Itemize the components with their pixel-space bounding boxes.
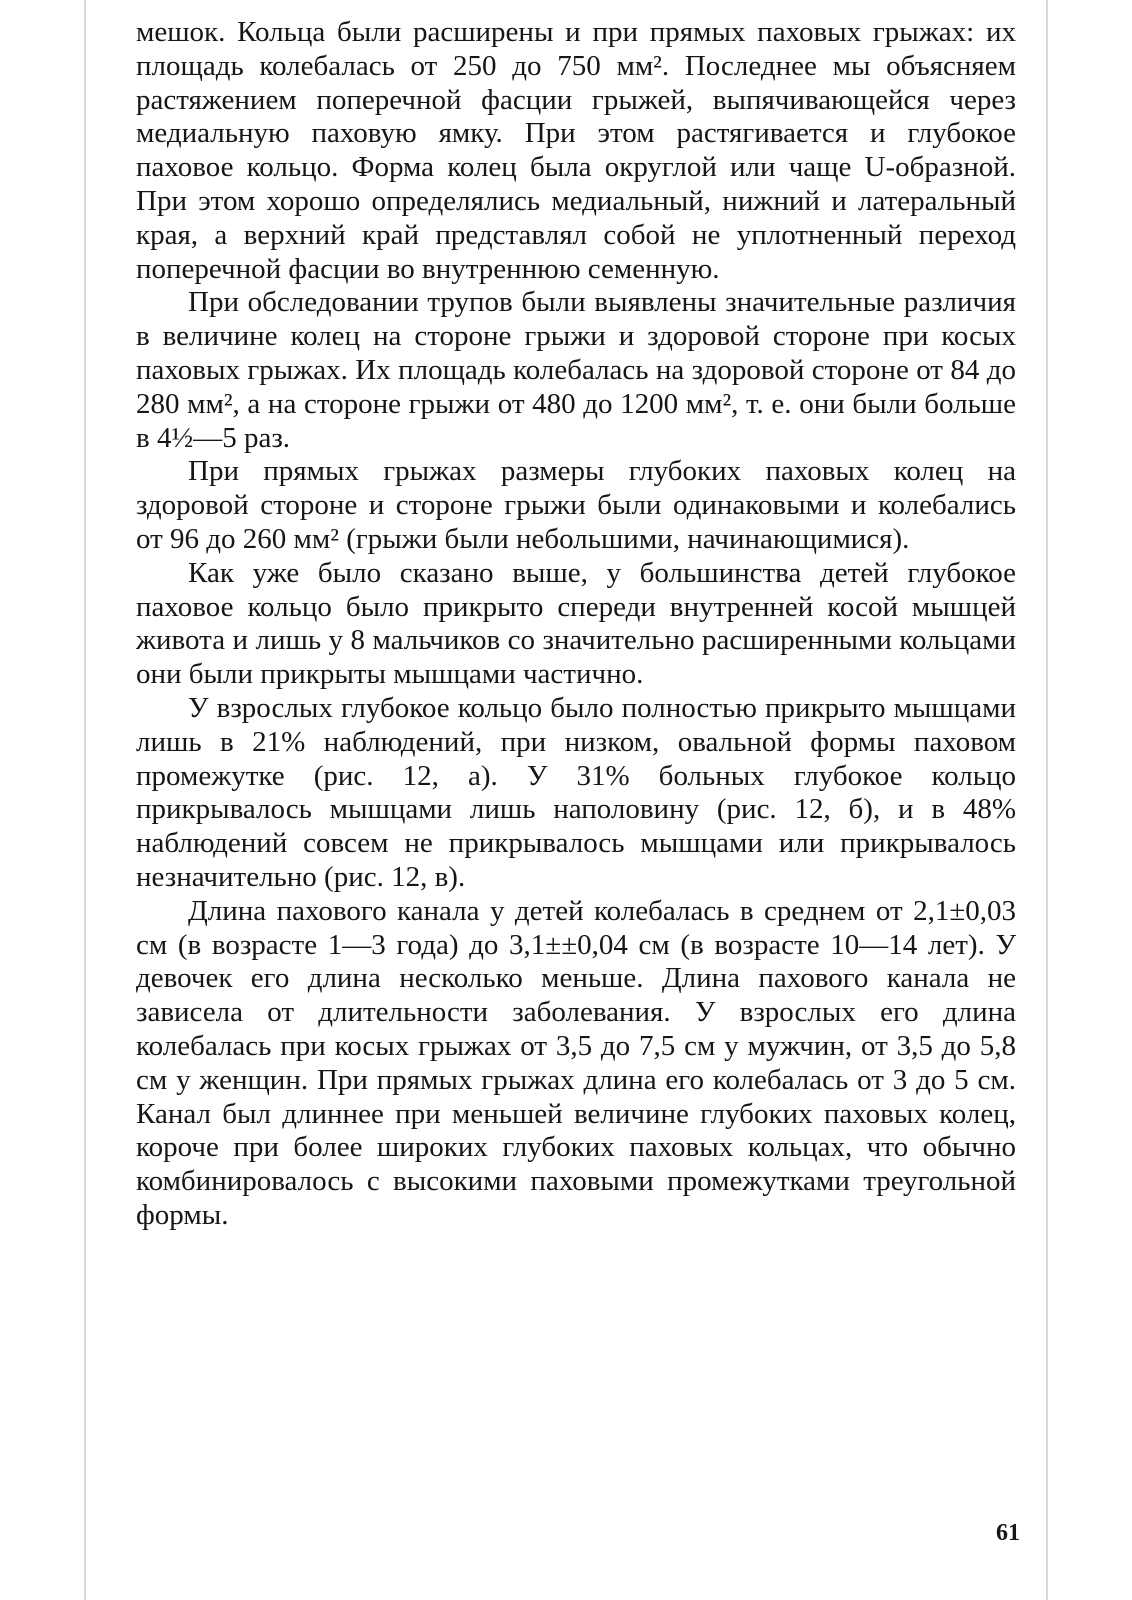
body-text	[136, 16, 1016, 1233]
paragraph-adults: У взрослых глубокое кольцо было полностью прикрыто мышцами лишь в 21% наблюдений, при низком, овальной формы паховом промежутке (рис. 12, а). У 31% больных глубокое кольцо прикрывалось мышцами лишь наполовину (рис. 12, б), и в 48% наблюдений совсем не прикрывалось мышцами или прикрывалось незначительно (рис. 12, в).	[136, 691, 1016, 893]
paragraph-continuation: мешок. Кольца были расширены и при прямых паховых грыжах: их площадь колебалась от 250 до 750 мм². Последнее мы объясняем растяжением поперечной фасции грыжей, выпячивающейся через медиальную паховую ямку. При этом растягивается и глубокое паховое кольцо. Форма колец была округлой или чаще U-образной. При этом хорошо определялись медиальный, нижний и латеральный края, а верхний край представлял собой не уплотненный переход поперечной фасции во внутреннюю семенную.	[136, 16, 1016, 285]
paragraph-children: Как уже было сказано выше, у большинства детей глубокое паховое кольцо было прикрыто спереди внутренней косой мышцей живота и лишь у 8 мальчиков со значительно расширенными кольцами они были прикрыты мышцами частично.	[136, 556, 1016, 691]
page-number: 61	[996, 1520, 1020, 1546]
page-left-edge	[84, 0, 86, 1600]
paragraph-direct-hernia: При прямых грыжах размеры глубоких паховых колец на здоровой стороне и стороне грыжи были одинаковыми и колебались от 96 до 260 мм² (грыжи были небольшими, начинающимися).	[136, 455, 1016, 555]
page-right-edge	[1046, 0, 1048, 1600]
paragraph-cadaver-study: При обследовании трупов были выявлены значительные различия в величине колец на стороне грыжи и здоровой стороне при косых паховых грыжах. Их площадь колебалась на здоровой стороне от 84 до 280 мм², а на стороне грыжи от 480 до 1200 мм², т. е. они были больше в 4½—5 раз.	[136, 286, 1016, 454]
paragraph-canal-length: Длина пахового канала у детей колебалась в среднем от 2,1±0,03 см (в возрасте 1—3 года) до 3,1±±0,04 см (в возрасте 10—14 лет). У девочек его длина несколько меньше. Длина пахового канала не зависела от длительности заболевания. У взрослых его длина колебалась при косых грыжах от 3,5 до 7,5 см у мужчин, от 3,5 до 5,8 см у женщин. При прямых грыжах длина его колебалась от 3 до 5 см. Канал был длиннее при меньшей величине глубоких паховых колец, короче при более широких глубоких паховых кольцах, что обычно комбинировалось с высокими паховыми промежутками треугольной формы.	[136, 894, 1016, 1231]
